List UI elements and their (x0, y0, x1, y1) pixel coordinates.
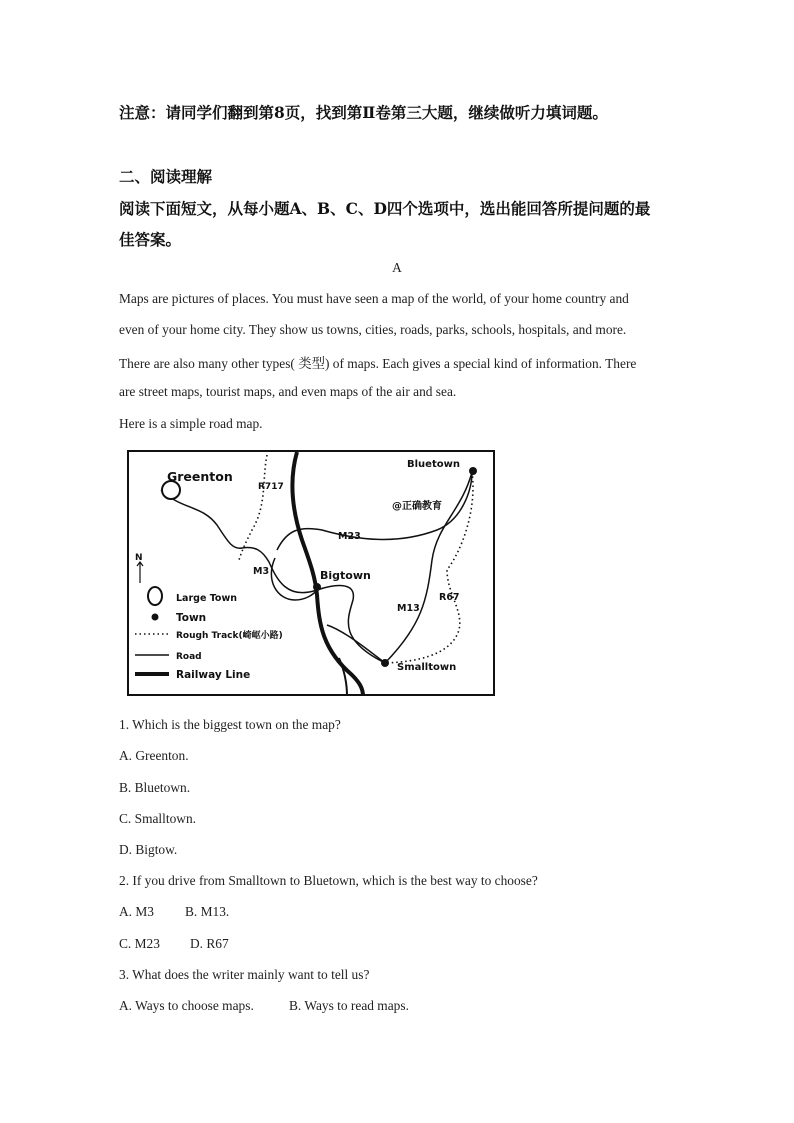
passage-line-1: Maps are pictures of places. You must have seen a map of the world, of your home country and (119, 291, 629, 306)
road-label-m3: M3 (253, 566, 270, 577)
question-1-stem: 1. Which is the biggest town on the map? (119, 717, 341, 732)
notice-text: 注意：请同学们翻到第8页，找到第Ⅱ卷第三大题，继续做听力填词题。 (119, 103, 608, 122)
road-label-m23: M23 (338, 531, 361, 542)
road-label-m13: M13 (397, 603, 420, 614)
watermark-text: @正确教育 (392, 501, 442, 512)
question-2-option-b: B. M13. (185, 904, 230, 919)
legend-road-label: Road (176, 652, 202, 662)
legend-large-town-icon (148, 587, 162, 605)
north-label: N (135, 553, 143, 563)
road-label-r717: R717 (258, 482, 284, 492)
question-2-option-a: A. M3 (119, 904, 154, 919)
question-1-option-b: B. Bluetown. (119, 780, 191, 795)
section-instruction-line-2: 佳答案。 (119, 230, 182, 249)
road-label-r67: R67 (439, 592, 460, 603)
legend-town-icon (152, 614, 159, 621)
road-map-figure (127, 450, 495, 696)
smalltown-town-symbol (381, 659, 389, 667)
question-1-option-d: D. Bigtow. (119, 842, 178, 857)
legend-large-town-label: Large Town (176, 593, 237, 604)
smalltown-label: Smalltown (397, 662, 457, 673)
bluetown-label: Bluetown (407, 459, 460, 470)
passage-line-3: There are also many other types( 类型) of maps. Each gives a special kind of information. There (119, 356, 637, 371)
passage-line-2: even of your home city. They show us towns, cities, roads, parks, schools, hospitals, and more. (119, 322, 627, 337)
greenton-label: Greenton (167, 469, 233, 484)
passage-line-4: are street maps, tourist maps, and even maps of the air and sea. (119, 384, 457, 399)
passage-line-5: Here is a simple road map. (119, 416, 263, 431)
section-instruction-line-1: 阅读下面短文，从每小题A、B、C、D四个选项中，选出能回答所提问题的最 (119, 199, 651, 218)
question-2-option-d: D. R67 (190, 936, 229, 951)
question-2-option-c: C. M23 (119, 936, 160, 951)
question-3-option-a: A. Ways to choose maps. (119, 998, 254, 1013)
bigtown-label: Bigtown (320, 569, 371, 582)
bigtown-town-symbol (313, 583, 321, 591)
question-2-stem: 2. If you drive from Smalltown to Bluetown, which is the best way to choose? (119, 873, 538, 888)
section-heading: 二、阅读理解 (119, 167, 213, 186)
legend-rough-track-label: Rough Track(崎岖小路) (176, 631, 283, 641)
question-1-option-a: A. Greenton. (119, 748, 189, 763)
bluetown-town-symbol (469, 467, 477, 475)
question-3-stem: 3. What does the writer mainly want to tell us? (119, 967, 370, 982)
legend-railway-label: Railway Line (176, 669, 251, 681)
legend-town-label: Town (176, 612, 207, 624)
passage-label: A (392, 260, 402, 275)
question-3-option-b: B. Ways to read maps. (289, 998, 409, 1013)
question-1-option-c: C. Smalltown. (119, 811, 197, 826)
